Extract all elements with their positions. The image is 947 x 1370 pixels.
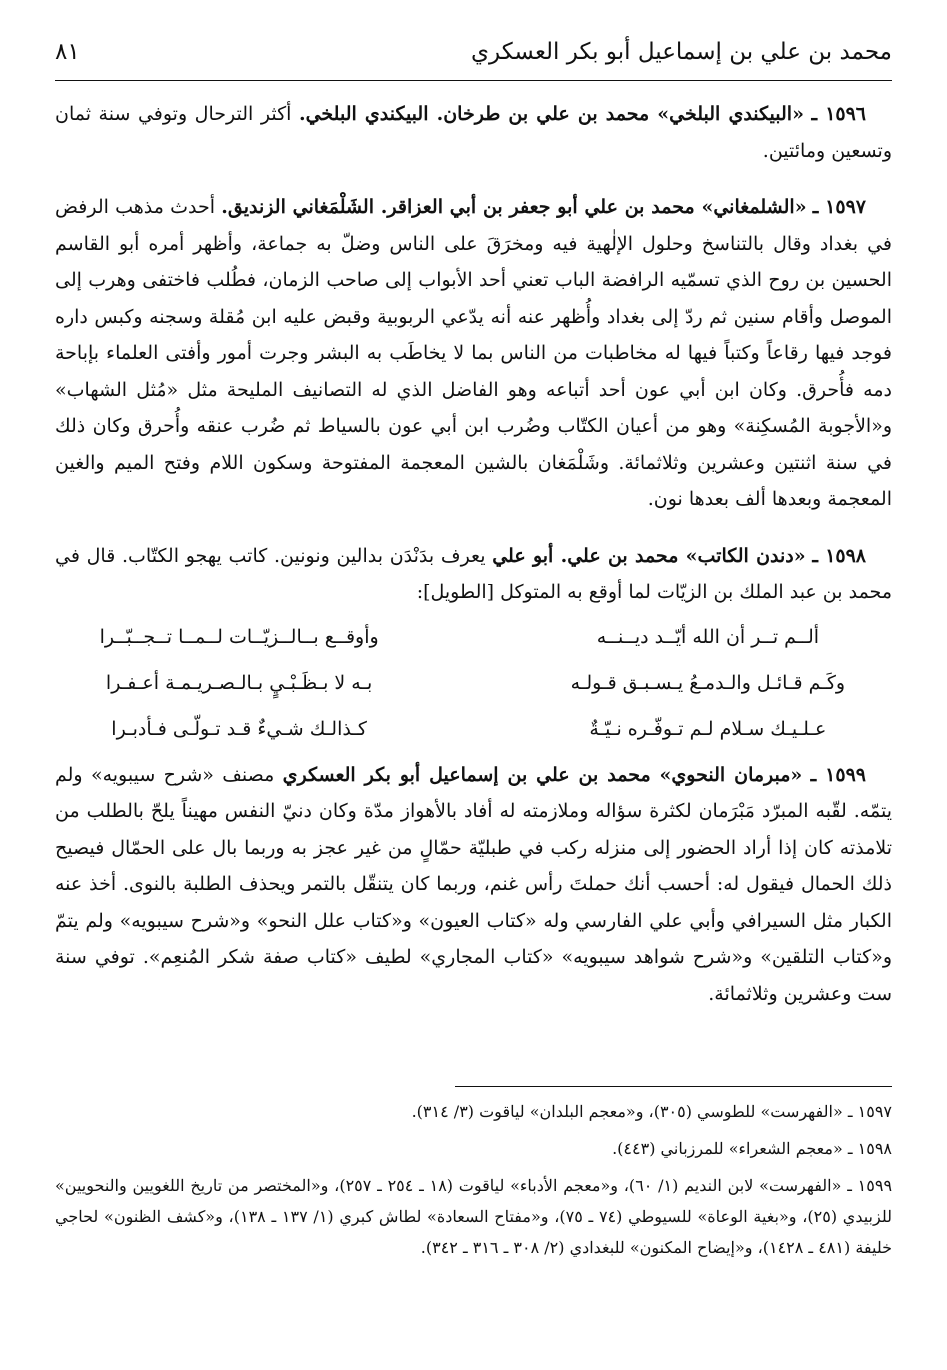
poem-verse [55,707,892,753]
entry-number: ١٥٩٩ ـ [810,763,866,786]
footnote-text: «الفهرست» للطوسي (٣٠٥)، و«معجم البلدان» لياقوت (٣/ ٣١٤). [411,1102,843,1121]
verse-second-hemistich: كـذالـك شـيءٌ قـد تـولّـى فـأدبـرا [111,718,367,741]
entry-name: «دندن الكاتب» محمد بن علي. أبو علي [492,544,806,567]
entry-name: «البيكندي البلخي» محمد بن علي بن طرخان. البيكندي البلخي. [298,103,804,125]
footnotes [55,1096,892,1269]
page-header [55,30,892,74]
page-number: ٨١ [55,39,80,65]
footnote-divider [455,1086,892,1087]
entry-text: مصنف «شرح سيبويه» ولم يتمّه. لقّبه المبرّد مَبْرَمان لكثرة سؤاله وملازمته له أفاد بالأهواز مدّة وكان دنيّ النفس مهيناً يلحّ بالطلب من تلامذته كان إذا أراد الحضور إلى منزله ركب في طبليّة حمّالٍ من غير عجز به وربما بال على الحمّال فيصيح ذلك الحمال فيقول له: أحسب أنك حملتَ رأس غنم، وربما كان يتنقّل بالتمر ويحذف الطلبة بالنوى. أخذ عنه الكبار مثل السيرافي وأبي علي الفارسي وله «كتاب العيون» و«كتاب علل النحو» و«شرح سيبويه» ولم يتمّ و«كتاب التلقين» و«شرح شواهد سيبويه» «كتاب المجاري» لطيف «كتاب صفة شكر المُنعِم». توفي سنة ست وعشرين وثلاثمائة. [55,763,892,1005]
entry-1597 [55,189,892,518]
entry-text: أكثر الترحال وتوفي سنة ثمان وتسعين ومائتين. [55,103,892,162]
footnote-text: «معجم الشعراء» للمرزباني (٤٤٣). [612,1139,843,1158]
entry-number: ١٥٩٨ ـ [812,544,867,567]
footnote-number: ١٥٩٨ ـ [847,1139,892,1158]
footnote-number: ١٥٩٩ ـ [847,1176,893,1195]
entry-text: يعرف بدَنْدَن بدالين ونونين. كاتب يهجو الكتّاب. قال في محمد بن عبد الملك بن الزيّات لما أوقع به المتوكل [الطويل]: [55,544,892,603]
verse-second-hemistich: بـه لا بـظَـبْـيٍ بـالـصـريـمـة أعـفـرا [105,672,373,695]
entry-name: «مبرمان النحوي» محمد بن علي بن إسماعيل أبو بكر العسكري [282,763,803,786]
footnote [55,1096,892,1127]
poem-verse [55,661,892,707]
verse-first-hemistich: عـلـيـك سـلام لـم تـوفّـره نـيّـةٌ [589,718,827,741]
main-text [55,96,892,1032]
entry-1599 [55,757,892,1013]
footnote [55,1170,892,1263]
footnote-text: «الفهرست» لابن النديم (١/ ٦٠)، و«معجم الأدباء» لياقوت (١٨ ـ ٢٥٤ ـ ٢٥٧)، و«المختصر من تاريخ اللغويين والنحويين» للزبيدي (٢٥)، و«بغية الوعاة» للسيوطي (٧٤ ـ ٧٥)، و«مفتاح السعادة» لطاش كبري (١/ ١٣٧ ـ ١٣٨)، و«كشف الظنون» لحاجي خليفة (٤٨١ ـ ١٤٢٨)، و«إيضاح المكنون» للبغدادي (٢/ ٣٠٨ ـ ٣١٦ ـ ٣٤٢). [55,1176,892,1257]
poem [55,615,892,753]
entry-paragraph [55,189,892,518]
entry-number: ١٥٩٦ ـ [811,103,867,125]
entry-1596 [55,96,892,169]
verse-second-hemistich: وأوقــع بــالــزيّــات لــمــا تــجــبّــرا [99,626,379,649]
footnote [55,1133,892,1164]
entry-paragraph [55,96,892,169]
header-divider [55,80,892,81]
verse-first-hemistich: وكَـم قـائـل والـدمـعُ يـسـبـق قـولـه [570,672,846,695]
running-title: محمد بن علي بن إسماعيل أبو بكر العسكري [471,39,892,65]
verse-first-hemistich: ألــم تــر أن الله أيّــد ديــنــه [596,626,820,649]
entry-paragraph [55,757,892,1013]
entry-1598 [55,538,892,753]
poem-verse [55,615,892,661]
entry-number: ١٥٩٧ ـ [812,196,866,218]
entry-text: أحدث مذهب الرفض في بغداد وقال بالتناسخ وحلول الإلٰهية فيه ومخرَقَ على الناس وضلّ به جماعة، وأظهر أمره أبو القاسم الحسين بن روح الذي تسمّيه الرافضة الباب تعني أحد الأبواب إلى صاحب الزمان، فطُلب فاختفى وهرب إلى الموصل وأقام سنين ثم ردّ إلى بغداد وأُظهر عنه أنه يدّعي الربوبية وقبض عليه ابن مُقلة وسجنه وكبس داره فوجد فيها رقاعاً وكتباً فيها له مخاطبات من الناس بما لا يخاطَب به البشر وجرت أمور وأفتى العلماء بإباحة دمه فأُحرق. وكان ابن أبي عون أحد أتباعه وهو الفاضل الذي له التصانيف المليحة مثل «مُثل الشهاب» و«الأجوبة المُسكِنة» وهو من أعيان الكتّاب وضُرب ابن أبي عون بالسياط ثم ضُرب عنقه وأُحرق وكان ذلك في سنة اثنتين وعشرين وثلاثمائة. وشَلْمَغان بالشين المعجمة المفتوحة وسكون اللام وفتح الميم والغين المعجمة وبعدها ألف بعدها نون. [55,196,892,510]
footnote-number: ١٥٩٧ ـ [847,1102,892,1121]
entry-name: «الشلمغاني» محمد بن علي أبو جعفر بن أبي العزاقر. الشَلْمَغاني الزنديق. [221,196,807,218]
entry-paragraph [55,538,892,611]
